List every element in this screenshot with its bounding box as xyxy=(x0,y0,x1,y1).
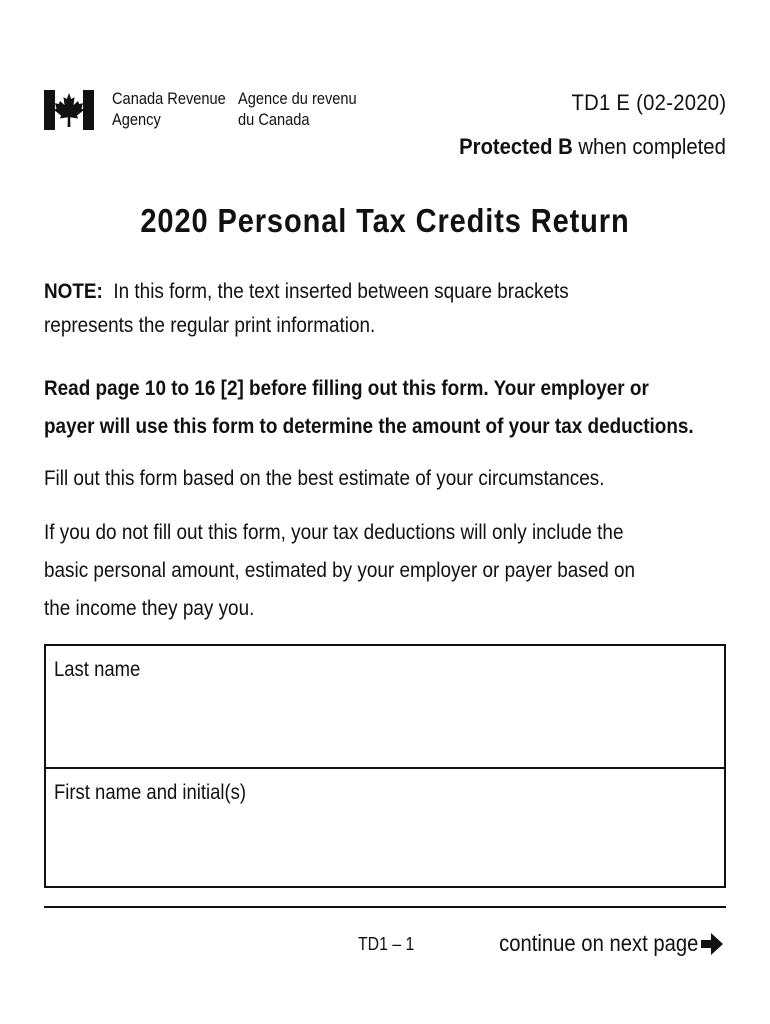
default-notice-line-3: the income they pay you. xyxy=(44,596,255,620)
canada-flag-icon xyxy=(44,90,94,130)
agency-fr-line-1: Agence du revenu xyxy=(238,89,357,108)
agency-en-line-2: Agency xyxy=(112,110,161,129)
first-name-cell xyxy=(46,767,724,889)
read-notice-paragraph xyxy=(44,369,722,445)
first-name-input[interactable] xyxy=(54,833,716,879)
agency-fr-line-2: du Canada xyxy=(238,110,310,129)
protected-suffix: when completed xyxy=(578,134,726,159)
continue-next-page-link[interactable] xyxy=(472,930,724,957)
note-line-2: represents the regular print information. xyxy=(44,313,376,337)
note-label: NOTE: xyxy=(44,279,103,303)
first-name-label: First name and initial(s) xyxy=(54,781,247,804)
agency-en-line-1: Canada Revenue xyxy=(112,89,226,108)
fill-instruction: Fill out this form based on the best estimate of your circumstances. xyxy=(44,466,605,490)
continue-label: continue on next page xyxy=(498,930,698,956)
page-number: TD1 – 1 xyxy=(358,934,415,954)
agency-name-french xyxy=(238,88,357,130)
page-title: 2020 Personal Tax Credits Return xyxy=(140,202,630,239)
read-notice-line-1: Read page 10 to 16 [2] before filling out this form. Your employer or xyxy=(44,376,649,400)
footer-divider xyxy=(44,906,726,908)
protected-notice xyxy=(459,134,726,160)
note-paragraph xyxy=(44,274,722,342)
name-fields-box xyxy=(44,644,726,888)
last-name-label: Last name xyxy=(54,658,141,681)
read-notice-line-2: payer will use this form to determine the amount of your tax deductions. xyxy=(44,414,694,438)
last-name-input[interactable] xyxy=(54,710,716,756)
form-identifier: TD1 E (02-2020) xyxy=(571,90,726,115)
form-header xyxy=(44,88,726,168)
protected-label: Protected B xyxy=(459,134,573,159)
note-line-1: In this form, the text inserted between square brackets xyxy=(113,279,569,303)
default-notice-line-1: If you do not fill out this form, your tax deductions will only include the xyxy=(44,520,624,544)
arrow-right-icon xyxy=(700,931,724,957)
default-notice-paragraph xyxy=(44,513,722,627)
agency-name-english xyxy=(112,88,226,130)
last-name-cell xyxy=(46,646,724,766)
default-notice-line-2: basic personal amount, estimated by your employer or payer based on xyxy=(44,558,636,582)
